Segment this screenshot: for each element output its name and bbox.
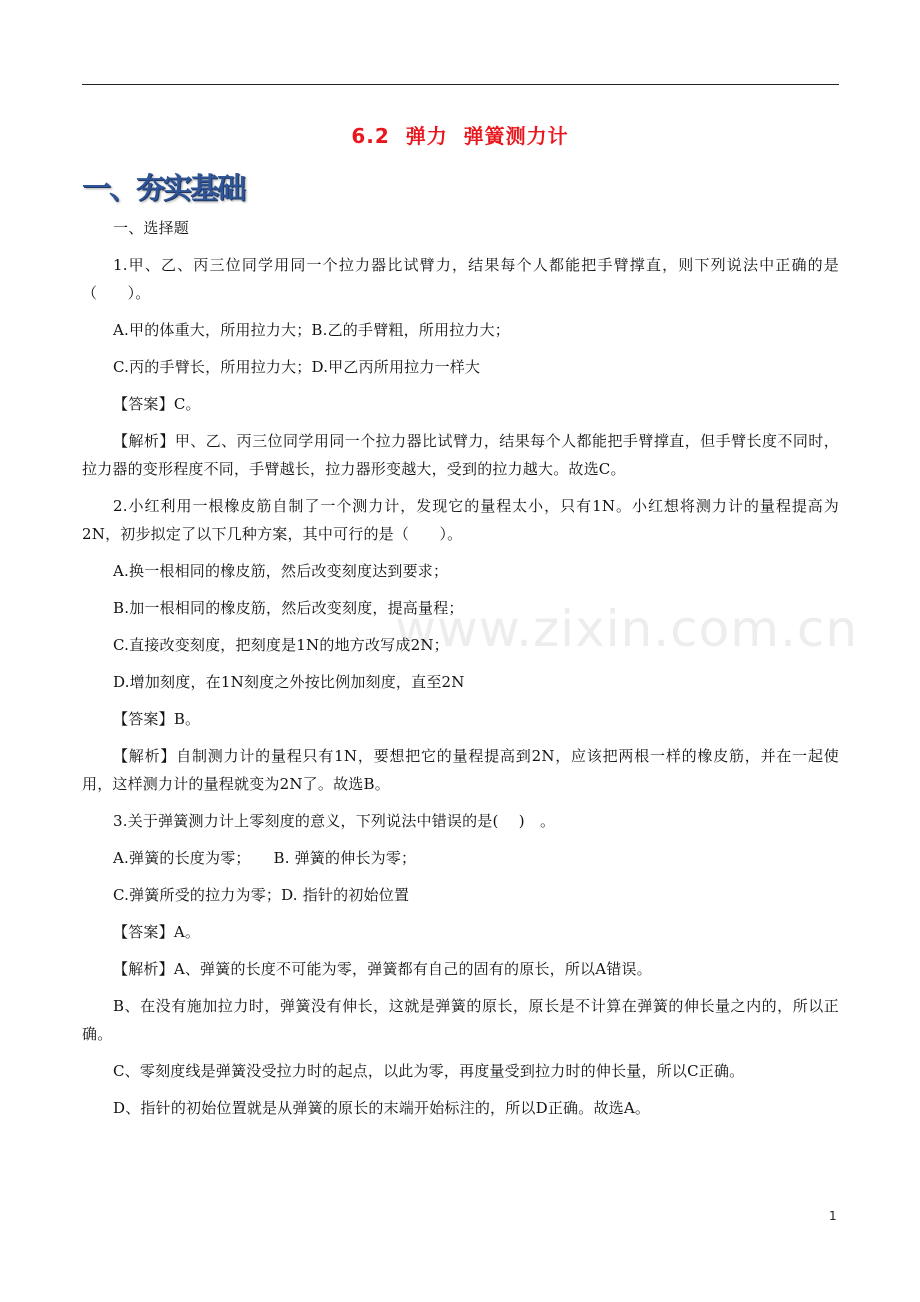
q2-option-c: C.直接改变刻度，把刻度是1N的地方改写成2N；	[113, 636, 449, 654]
q3-analysis-b: B、在没有施加拉力时，弹簧没有伸长，这就是弹簧的原长，原长是不计算在弹簧的伸长量之内的，所以正确。	[82, 997, 839, 1043]
q2-option-b: B.加一根相同的橡皮筋，然后改变刻度，提高量程；	[113, 599, 464, 617]
subsection-title: 一、选择题	[113, 219, 190, 237]
q2-option-a: A.换一根相同的橡皮筋，然后改变刻度达到要求；	[113, 562, 449, 580]
q1-options-cd: C.丙的手臂长，所用拉力大；D.甲乙丙所用拉力一样大	[113, 358, 481, 376]
q3-stem: 3.关于弹簧测力计上零刻度的意义，下列说法中错误的是( ) 。	[113, 812, 556, 830]
document-body	[82, 214, 839, 1122]
analysis-text: 自制测力计的量程只有1N，要想把它的量程提高到2N，应该把两根一样的橡皮筋，并在一起使用，这样测力计的量程就变为2N了。故选B。	[82, 747, 839, 793]
answer-value: A。	[173, 923, 201, 941]
header-rule	[82, 84, 839, 85]
section-heading: 一、夯实基础	[82, 171, 245, 205]
analysis-label: 【解析】	[113, 432, 175, 450]
q2-analysis	[82, 742, 839, 798]
answer-label: 【答案】	[113, 923, 174, 941]
page-number: 1	[829, 1209, 837, 1223]
q3-analysis-c: C、零刻度线是弹簧没受拉力时的起点，以此为零，再度量受到拉力时的伸长量，所以C正确。	[113, 1062, 745, 1080]
answer-label: 【答案】	[113, 710, 174, 728]
answer-value: C。	[173, 395, 201, 413]
analysis-label: 【解析】	[113, 960, 174, 978]
analysis-text: A、弹簧的长度不可能为零，弹簧都有自己的固有的原长，所以A错误。	[173, 960, 652, 978]
q1-answer	[82, 390, 839, 418]
answer-value: B。	[173, 710, 201, 728]
q2-answer	[82, 705, 839, 733]
analysis-text: 甲、乙、丙三位同学用同一个拉力器比试臂力，结果每个人都能把手臂撑直，但手臂长度不同时，拉力器的变形程度不同，手臂越长，拉力器形变越大，受到的拉力越大。故选C。	[82, 432, 839, 478]
answer-label: 【答案】	[113, 395, 174, 413]
q1-analysis	[82, 427, 839, 483]
q3-options-cd: C.弹簧所受的拉力为零；D. 指针的初始位置	[113, 886, 410, 904]
q2-option-d: D.增加刻度，在1N刻度之外按比例加刻度，直至2N	[113, 673, 465, 691]
q3-options-ab: A.弹簧的长度为零； B. 弹簧的伸长为零；	[113, 849, 417, 867]
q1-options-ab: A.甲的体重大，所用拉力大；B.乙的手臂粗，所用拉力大；	[113, 321, 510, 339]
watermark-text: www.zixin.com.cn	[395, 600, 859, 658]
q1-stem: 1.甲、乙、丙三位同学用同一个拉力器比试臂力，结果每个人都能把手臂撑直，则下列说法中正确的是（ ）。	[82, 256, 839, 302]
page-title: 6.2 弹力 弹簧测力计	[351, 124, 569, 148]
q3-analysis	[82, 955, 839, 983]
q3-answer	[82, 918, 839, 946]
analysis-label: 【解析】	[113, 747, 177, 765]
q3-analysis-d: D、指针的初始位置就是从弹簧的原长的末端开始标注的，所以D正确。故选A。	[113, 1099, 651, 1117]
q2-stem: 2.小红利用一根橡皮筋自制了一个测力计，发现它的量程太小，只有1N。小红想将测力计的量程提高为2N，初步拟定了以下几种方案，其中可行的是（ ）。	[82, 497, 839, 543]
